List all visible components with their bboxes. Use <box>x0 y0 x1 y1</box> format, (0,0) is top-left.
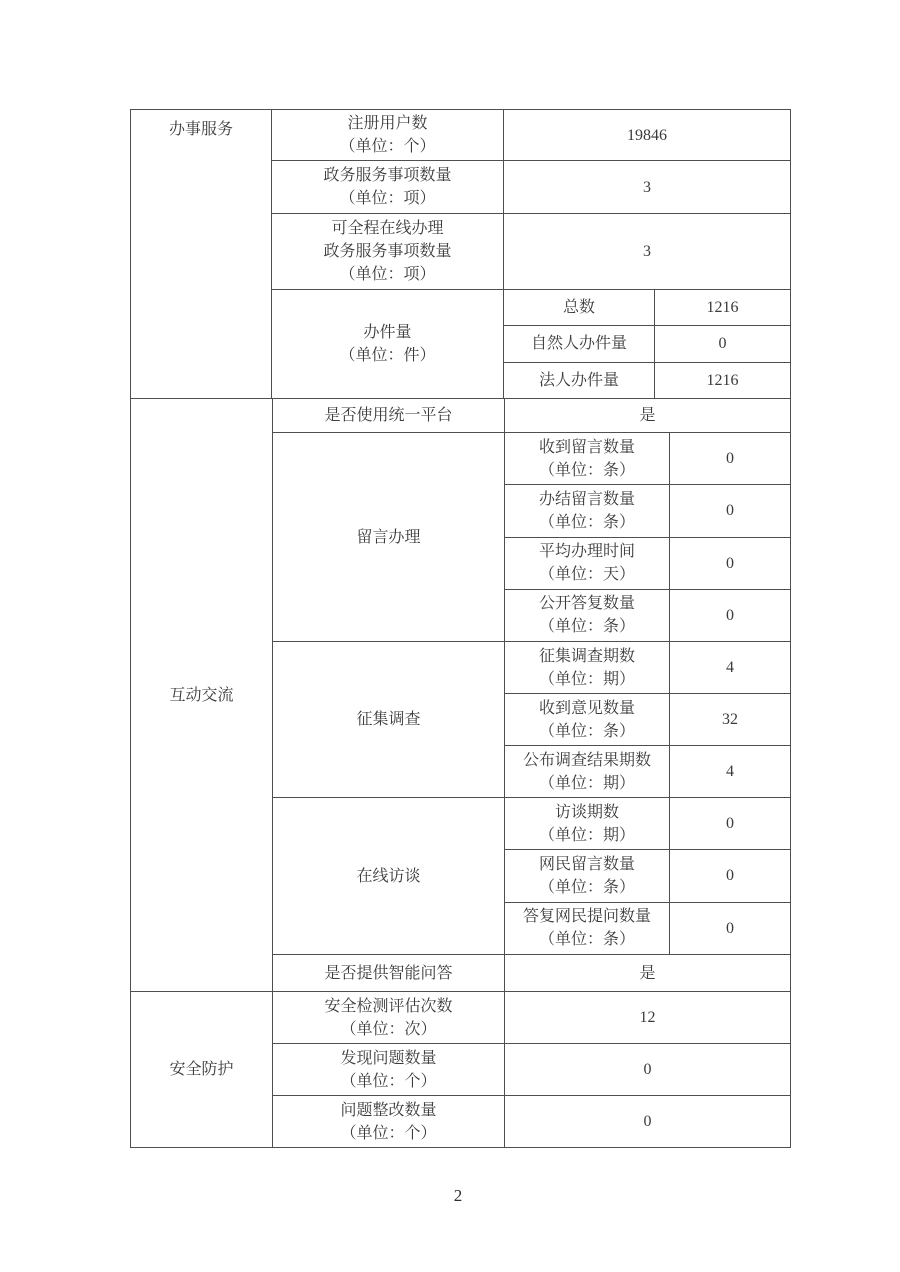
label-line: 公开答复数量 <box>538 595 635 613</box>
label-line: （单位：条） <box>538 722 635 740</box>
page-number: 2 <box>453 1186 463 1205</box>
row-value: 19846 <box>627 126 667 144</box>
sub-row-value: 0 <box>726 502 734 520</box>
sub-row-value: 4 <box>726 763 734 780</box>
section-service-handling <box>131 110 790 398</box>
sub-row-label <box>504 363 655 398</box>
sub-row-label <box>505 694 670 745</box>
label-line: 收到意见数量 <box>538 699 635 717</box>
sub-row-value: 0 <box>718 335 727 353</box>
sub-row-value: 0 <box>726 450 734 468</box>
label-line: 征集调查期数 <box>538 647 635 665</box>
sub-row-label <box>505 850 670 901</box>
label-line: 办件量 <box>363 324 412 341</box>
row-label <box>273 642 505 797</box>
sub-row-value: 1216 <box>706 299 739 317</box>
sub-row <box>505 745 790 797</box>
section-group-label: 办事服务 <box>131 110 272 398</box>
label-line: （单位：条） <box>538 878 635 896</box>
label-line: （单位：个） <box>340 1072 437 1090</box>
section-body <box>273 399 790 991</box>
sub-row-label <box>505 746 670 797</box>
label-line: 总数 <box>562 299 595 317</box>
sub-row-label <box>505 485 670 536</box>
table-row <box>272 213 790 289</box>
sub-row-value: 4 <box>726 659 734 676</box>
label-line: 收到留言数量 <box>538 438 635 456</box>
label-line: 公布调查结果期数 <box>522 751 651 769</box>
label-line: 在线访谈 <box>356 867 421 885</box>
row-label <box>272 161 504 213</box>
row-value: 是 <box>639 964 656 982</box>
label-line: 征集调查 <box>356 711 421 728</box>
sub-row-label <box>505 433 670 484</box>
row-label <box>273 798 505 954</box>
sub-row-value: 0 <box>726 815 734 833</box>
label-line: 自然人办件量 <box>530 335 627 353</box>
label-line: （单位：期） <box>538 774 635 792</box>
section-group-label: 安全防护 <box>131 992 273 1147</box>
label-line: 是否使用统一平台 <box>324 407 453 424</box>
sub-row-value: 0 <box>726 554 734 572</box>
label-line: 问题整改数量 <box>340 1101 437 1119</box>
section-group-label: 互动交流 <box>131 399 273 991</box>
label-line: （单位：条） <box>538 618 635 636</box>
sub-row-label <box>505 642 670 693</box>
label-line: （单位：个） <box>339 138 436 155</box>
label-line: （单位：个） <box>340 1124 437 1142</box>
row-label <box>272 290 504 398</box>
sub-row-label <box>505 798 670 849</box>
label-line: （单位：期） <box>538 670 635 688</box>
row-label <box>273 1044 505 1095</box>
row-label <box>273 955 505 991</box>
label-line: 政务服务事项数量 <box>323 167 452 184</box>
table-row <box>272 160 790 213</box>
label-line: 法人办件量 <box>538 371 619 389</box>
sub-row <box>505 433 790 484</box>
sub-row-label <box>504 290 655 325</box>
sub-rows <box>505 642 790 797</box>
section-security <box>131 991 790 1147</box>
section-interaction <box>131 398 790 991</box>
row-label <box>273 433 505 641</box>
sub-row-value: 32 <box>722 711 738 728</box>
label-line: （单位：次） <box>340 1020 437 1038</box>
row-value: 是 <box>639 407 656 424</box>
section-body <box>273 992 790 1147</box>
sub-row-value: 0 <box>726 919 734 937</box>
table-row <box>273 641 790 797</box>
sub-row <box>505 589 790 641</box>
row-value: 0 <box>643 1061 652 1078</box>
table-row <box>273 992 790 1043</box>
sub-row-label <box>504 326 655 361</box>
table-row <box>273 432 790 641</box>
label-line: 答复网民提问数量 <box>522 908 651 926</box>
label-line: 可全程在线办理 <box>331 220 444 237</box>
label-line: （单位：条） <box>538 931 635 949</box>
label-line: 留言办理 <box>356 528 421 546</box>
label-line: 是否提供智能问答 <box>324 964 453 982</box>
sub-row <box>505 798 790 849</box>
annual-report-table <box>130 109 791 1148</box>
sub-row <box>505 849 790 901</box>
sub-row <box>504 290 790 325</box>
row-label <box>273 1096 505 1147</box>
table-row <box>273 954 790 991</box>
label-line: 访谈期数 <box>554 803 619 821</box>
label-line: （单位：期） <box>538 826 635 844</box>
row-value: 0 <box>643 1113 652 1130</box>
sub-row <box>504 325 790 361</box>
label-line: （单位：条） <box>538 461 635 479</box>
sub-row-label <box>505 903 670 954</box>
table-row <box>273 797 790 954</box>
row-label <box>273 992 505 1043</box>
row-value: 3 <box>643 243 651 260</box>
sub-row <box>504 362 790 398</box>
sub-row <box>505 642 790 693</box>
table-row <box>272 110 790 160</box>
label-line: 平均办理时间 <box>538 543 635 561</box>
sub-row-value: 1216 <box>706 371 739 389</box>
label-line: 办结留言数量 <box>538 490 635 508</box>
sub-row-label <box>505 538 670 589</box>
table-row <box>272 289 790 398</box>
sub-rows <box>504 290 790 398</box>
row-value: 12 <box>639 1009 656 1026</box>
table-row <box>273 1095 790 1147</box>
sub-row <box>505 537 790 589</box>
table-row <box>273 1043 790 1095</box>
label-line: （单位：项） <box>339 190 436 207</box>
label-line: （单位：件） <box>339 347 436 364</box>
row-label <box>272 110 504 160</box>
label-line: 安全检测评估次数 <box>324 997 453 1015</box>
row-label <box>273 399 505 432</box>
sub-row <box>505 902 790 954</box>
table-row <box>273 399 790 432</box>
sub-row <box>505 484 790 536</box>
label-line: 网民留言数量 <box>538 855 635 873</box>
label-line: （单位：项） <box>339 266 436 283</box>
row-label <box>272 214 504 289</box>
row-value: 3 <box>643 178 651 196</box>
sub-row-label <box>505 590 670 641</box>
sub-rows <box>505 433 790 641</box>
label-line: （单位：条） <box>538 513 635 531</box>
label-line: （单位：天） <box>538 566 635 584</box>
label-line: 注册用户数 <box>347 115 428 132</box>
sub-rows <box>505 798 790 954</box>
label-line: 发现问题数量 <box>340 1049 437 1067</box>
label-line: 政务服务事项数量 <box>323 243 452 260</box>
sub-row-value: 0 <box>726 867 734 885</box>
sub-row <box>505 693 790 745</box>
sub-row-value: 0 <box>726 606 734 624</box>
section-body <box>272 110 790 398</box>
